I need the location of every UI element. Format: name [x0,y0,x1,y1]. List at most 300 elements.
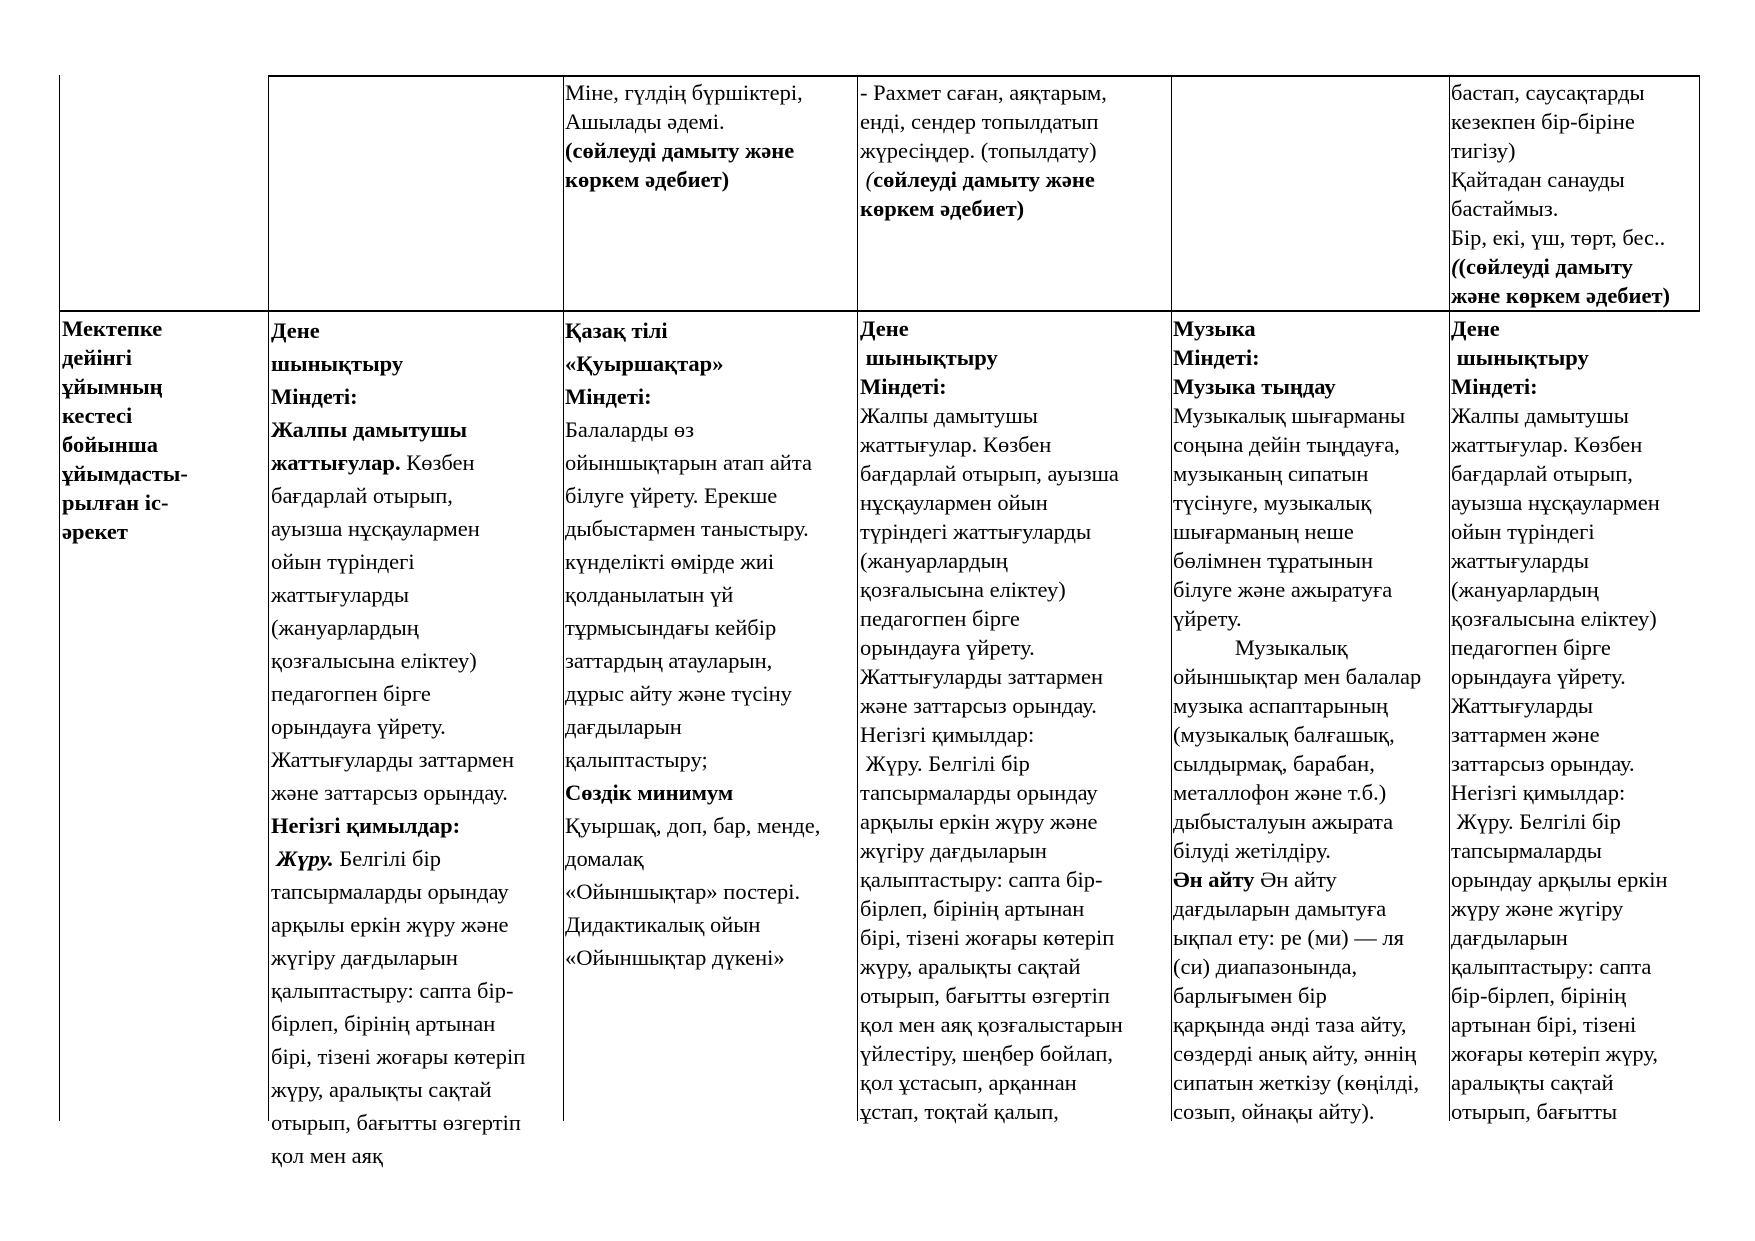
text-line [565,107,857,136]
text-line [1451,1068,1699,1097]
text-run: музыканың сипатын [1173,461,1369,486]
text-run: шынықтыру [271,351,404,376]
text-run: Көзбен [400,450,475,475]
text-line [271,380,562,413]
column-border-4 [857,75,858,1121]
text-run: тапсырмаларды орындау [271,879,509,904]
text-line [1451,517,1699,546]
text-run: қалыптастыру; [565,747,708,772]
text-run: сөздерді анық айту, әннің [1173,1041,1417,1066]
text-run: орындау арқылы еркін [1451,867,1668,892]
text-run: дыбысталуын ажырата [1173,809,1394,834]
text-line [1451,372,1699,401]
text-run: тигізу) [1451,138,1516,163]
text-run: үйлестіру, шеңбер бойлап, [860,1041,1114,1066]
text-line [860,165,1169,194]
text-line [1451,894,1699,923]
text-run: Міндеті: [1173,345,1260,370]
text-run: ұйымдасты- [62,461,188,486]
text-run: қол ұстасып, арқаннан [860,1070,1077,1095]
text-run: әрекет [62,519,128,544]
text-line [1173,923,1449,952]
text-line [271,1073,562,1106]
text-line [1451,1097,1699,1126]
text-run: қалыптастыру: сапта [1451,954,1652,979]
text-run: ( [865,167,874,192]
text-run: ұстап, тоқтай қалып, [860,1099,1059,1124]
text-line [860,662,1169,691]
text-line [62,430,266,459]
text-line [565,875,857,908]
text-line [271,908,562,941]
text-run: (жануарлардың [1451,577,1599,602]
text-run: дұрыс айту және түсіну [565,681,792,706]
text-run: тапсырмаларды орындау [860,780,1098,805]
text-run: Жалпы дамытушы [271,417,468,442]
text-run: білуге үйрету. Ерекше [565,483,778,508]
text-line [860,865,1169,894]
text-run: Дене [271,318,320,343]
text-line [860,546,1169,575]
text-run: жаттығулар. Көзбен [860,432,1052,457]
text-line [565,809,857,842]
text-line [1451,1039,1699,1068]
text-line [860,778,1169,807]
text-run: (музыкалық балғашық, [1173,722,1395,747]
text-line [565,347,857,380]
text-line [62,314,266,343]
text-line [860,194,1169,223]
text-run: және заттарсыз орындау. [271,780,508,805]
column-border-right [1699,75,1700,311]
text-run: педагогпен бірге [1451,635,1611,660]
text-line [271,842,562,875]
text-line [271,644,562,677]
text-run: білуге және ажыратуға [1173,577,1393,602]
text-run: түсінуге, музыкалық [1173,490,1372,515]
text-line [1173,1097,1449,1126]
text-line [1451,281,1699,310]
text-line [565,413,857,446]
text-line [1173,662,1449,691]
text-run: және заттарсыз орындау. [860,693,1097,718]
text-run: Міндеті: [565,384,652,409]
text-line [62,459,266,488]
text-line [565,578,857,611]
text-line [1451,459,1699,488]
text-line [1451,107,1699,136]
text-line [271,875,562,908]
text-run: қозғалысына еліктеу) [271,648,477,673]
text-line [1173,952,1449,981]
text-line [271,941,562,974]
text-line [271,1139,562,1172]
row-divider [59,310,1700,312]
text-line [1173,343,1449,372]
text-line [271,611,562,644]
text-line [565,611,857,644]
text-run: ықпал ету: ре (ми) — ля [1173,925,1404,950]
text-line [565,165,857,194]
text-run: созып, ойнақы айту). [1173,1099,1375,1124]
text-run: Бір, екі, үш, төрт, бес.. [1451,225,1666,250]
text-line [1451,430,1699,459]
text-line [62,401,266,430]
text-line [860,923,1169,952]
text-run: Жүру. [271,846,334,871]
text-run: заттарсыз орындау. [1451,751,1635,776]
text-run: Жүру. Белгілі бір [860,751,1030,776]
text-run: бағдарлай отырып, [271,483,453,508]
text-line [1451,1010,1699,1039]
text-line [860,78,1169,107]
text-line [271,446,562,479]
text-run: Негізгі қимылдар: [271,813,461,838]
text-run: Балаларды өз [565,417,695,442]
text-run: аралықты сақтай [1451,1070,1614,1095]
text-run: жүру, аралықты сақтай [860,954,1081,979]
text-run: бойынша [62,432,158,457]
text-run: Жаттығуларды [1451,693,1594,718]
text-run: Қуыршақ, доп, бар, менде, [565,813,821,838]
text-line [860,1097,1169,1126]
text-line [271,512,562,545]
text-run: бөлімнен тұратынын [1173,548,1373,573]
text-run: күнделікті өмірде жиі [565,549,775,574]
column-border-left [59,75,60,1121]
text-run: Дене [1451,316,1500,341]
text-run: бірі, тізені жоғары көтеріп [860,925,1115,950]
text-line [1173,778,1449,807]
text-line [271,710,562,743]
text-run: Музыкалық [1173,635,1348,660]
text-run: Музыкалық шығарманы [1173,403,1406,428]
text-run: кезекпен бір-біріне [1451,109,1635,134]
text-run: жүресіңдер. (топылдату) [860,138,1097,163]
row2-cell-activity-label [62,314,266,546]
text-line [860,720,1169,749]
text-line [565,644,857,677]
text-run: көркем әдебиет) [565,167,730,192]
text-line [565,136,857,165]
text-run: арқылы еркін жүру және [271,912,509,937]
row1-cell-col3 [565,78,857,194]
text-line [1173,749,1449,778]
text-run: Негізгі қимылдар: [1451,780,1626,805]
text-run: бірі, тізені жоғары көтеріп [271,1044,526,1069]
text-line [860,807,1169,836]
text-line [860,1068,1169,1097]
text-line [860,1039,1169,1068]
row1-cell-col4 [860,78,1169,223]
text-run: жаттығулар. Көзбен [1451,432,1643,457]
text-run: бағдарлай отырып, ауызша [860,461,1119,486]
text-line [1451,401,1699,430]
text-line [1173,604,1449,633]
text-run: «Ойыншықтар дүкені» [565,945,785,970]
text-run: Қайтадан санауды [1451,167,1625,192]
text-line [860,488,1169,517]
text-line [1173,459,1449,488]
text-run: нұсқаулармен ойын [860,490,1048,515]
row2-cell-music [1173,314,1449,1126]
text-run: артынан бірі, тізені [1451,1012,1637,1037]
text-run: арқылы еркін жүру және [860,809,1098,834]
text-line [565,380,857,413]
text-line [271,809,562,842]
column-border-5 [1171,75,1172,1121]
text-run: ( [1451,254,1459,279]
text-line [1451,223,1699,252]
column-border-3 [563,75,564,1121]
text-line [1173,1068,1449,1097]
text-line [1173,865,1449,894]
text-run: Жалпы дамытушы [860,403,1038,428]
text-line [860,604,1169,633]
text-run: ойын түріндегі [1451,519,1595,544]
text-run: Міндеті: [1451,374,1538,399]
text-run: отырып, бағытты өзгертіп [860,983,1110,1008]
text-line [860,749,1169,778]
text-run: Ән айту [1173,867,1255,892]
text-line [271,1106,562,1139]
text-run: (жануарлардың [860,548,1008,573]
text-run: шығарманың неше [1173,519,1354,544]
text-run: дыбыстармен таныстыру. [565,516,809,541]
text-run: сипатын жеткізу (көңілді, [1173,1070,1420,1095]
text-run: «Ойыншықтар» постері. [565,879,801,904]
text-run: ойыншықтарын атап айта [565,450,812,475]
text-line [62,488,266,517]
text-line [62,517,266,546]
text-run: ұйымның [62,374,163,399]
text-run: тұрмысындағы кейбір [565,615,777,640]
text-run: Музыка [1173,316,1256,341]
text-line [1451,720,1699,749]
text-run: педагогпен бірге [860,606,1020,631]
text-run: бағдарлай отырып, [1451,461,1633,486]
text-line [860,372,1169,401]
text-line [860,952,1169,981]
text-line [860,401,1169,430]
text-line [271,743,562,776]
text-run: кестесі [62,403,133,428]
text-line [1451,488,1699,517]
text-line [860,633,1169,662]
column-border-2 [268,75,269,1121]
text-run: түріндегі жаттығуларды [860,519,1092,544]
text-run: Музыка тыңдау [1173,374,1336,399]
text-run: Міне, гүлдің бүршіктері, [565,80,803,105]
table-top-border [268,75,1700,77]
text-line [565,314,857,347]
text-line [1451,575,1699,604]
text-run: педагогпен бірге [271,681,431,706]
text-line [565,710,857,743]
text-line [1451,662,1699,691]
text-run: қалыптастыру: сапта бір- [271,978,514,1003]
text-run: орындауға үйрету. [271,714,446,739]
text-line [1451,923,1699,952]
text-line [1451,807,1699,836]
text-line [860,981,1169,1010]
text-line [860,894,1169,923]
text-run: қозғалысына еліктеу) [1451,606,1657,631]
text-line [1451,194,1699,223]
text-line [271,1007,562,1040]
text-run: қарқында әнді таза айту, [1173,1012,1407,1037]
text-line [565,743,857,776]
text-line [1173,981,1449,1010]
text-run: Жалпы дамытушы [1451,403,1629,428]
text-run: жаттығулар. [271,450,401,475]
column-border-6 [1449,75,1450,1121]
text-run: (сөйлеуді дамыту және [565,138,795,163]
text-line [271,413,562,446]
text-run: сылдырмақ, барабан, [1173,751,1375,776]
text-line [1173,807,1449,836]
text-line [271,677,562,710]
text-run: қол мен аяқ қозғалыстарын [860,1012,1123,1037]
text-run: көркем әдебиет) [860,196,1025,221]
text-run: Ән айту [1254,867,1337,892]
text-run: үйрету. [1173,606,1242,631]
text-run: Белгілі бір [333,846,441,871]
text-line [1451,778,1699,807]
text-line [1173,633,1449,662]
text-run: бірлеп, бірінің артынан [860,896,1085,921]
text-run: жүгіру дағдыларын [271,945,458,970]
text-run: бастап, саусақтарды [1451,80,1645,105]
text-line [565,842,857,875]
text-run: Міндеті: [271,384,358,409]
text-line [271,776,562,809]
text-line [271,545,562,578]
text-run: дағдыларын [1451,925,1568,950]
text-run: отырып, бағытты [1451,1099,1618,1124]
text-line [1451,136,1699,165]
text-line [1451,343,1699,372]
text-line [271,347,562,380]
text-line [565,78,857,107]
text-run: отырып, бағытты өзгертіп [271,1110,521,1135]
text-line [860,343,1169,372]
text-line [565,941,857,974]
text-line [1451,165,1699,194]
text-line [271,314,562,347]
text-line [860,136,1169,165]
text-line [860,691,1169,720]
text-run: жоғары көтеріп жүру, [1451,1041,1658,1066]
text-line [860,575,1169,604]
text-line [1173,1010,1449,1039]
text-line [1451,691,1699,720]
row2-cell-physical-education [271,314,562,1172]
text-run: ойын түріндегі [271,549,415,574]
text-run: Дидактикалық ойын [565,912,761,937]
text-run: металлофон және т.б.) [1173,780,1387,805]
text-run: Жаттығуларды заттармен [860,664,1104,689]
text-line [1451,836,1699,865]
text-run: Жүру. Белгілі бір [1451,809,1621,834]
text-line [565,677,857,710]
text-line [1173,488,1449,517]
text-run: білуді жетілдіру. [1173,838,1331,863]
text-run: дағдыларын дамытуға [1173,896,1387,921]
text-run: жүру, аралықты сақтай [271,1077,492,1102]
text-run: соңына дейін тыңдауға, [1173,432,1400,457]
text-line [62,343,266,372]
text-run: Дене [860,316,909,341]
text-line [1173,720,1449,749]
text-run: Ашылады әдемі. [565,109,725,134]
text-line [860,517,1169,546]
text-run: орындауға үйрету. [860,635,1035,660]
text-line [62,372,266,401]
text-line [1451,546,1699,575]
text-line [1173,546,1449,575]
text-line [1173,691,1449,720]
text-run: Жаттығуларды заттармен [271,747,515,772]
text-line [1451,865,1699,894]
text-line [565,908,857,941]
row2-cell-physical-education-2 [860,314,1169,1126]
text-run: рылған іс- [62,490,169,515]
text-line [860,314,1169,343]
text-run: барлығымен бір [1173,983,1327,1008]
text-line [1451,604,1699,633]
text-line [565,545,857,578]
text-line [1451,78,1699,107]
text-run: орындауға үйрету. [1451,664,1626,689]
text-line [1451,633,1699,662]
text-line [1451,749,1699,778]
text-run: тапсырмаларды [1451,838,1602,863]
text-run: және көркем әдебиет) [1451,283,1671,308]
row1-cell-col6 [1451,78,1699,310]
text-run: Қазақ тілі [565,318,668,343]
text-line [565,479,857,512]
text-run: бірлеп, бірінің артынан [271,1011,496,1036]
text-line [271,578,562,611]
text-run: шынықтыру [860,345,998,370]
text-run: бір-бірлеп, бірінің [1451,983,1627,1008]
text-line [565,512,857,545]
text-run: (жануарлардың [271,615,419,640]
text-line [1451,952,1699,981]
text-run: (сөйлеуді дамыту [1458,254,1633,279]
text-line [271,479,562,512]
text-line [860,459,1169,488]
text-line [1173,894,1449,923]
text-line [1173,430,1449,459]
text-run: домалақ [565,846,644,871]
text-line [1173,314,1449,343]
text-line [1173,372,1449,401]
text-run: Негізгі қимылдар: [860,722,1035,747]
text-run: жүгіру дағдыларын [860,838,1047,863]
text-line [565,776,857,809]
text-run: ойыншықтар мен балалар [1173,664,1422,689]
text-line [271,974,562,1007]
text-line [565,446,857,479]
text-line [1173,836,1449,865]
text-run: ауызша нұсқаулармен [1451,490,1660,515]
text-run: қол мен аяқ [271,1143,383,1168]
text-run: «Қуыршақтар» [565,351,724,376]
text-run: жаттығуларды [1451,548,1589,573]
text-run: енді, сендер топылдатып [860,109,1099,134]
